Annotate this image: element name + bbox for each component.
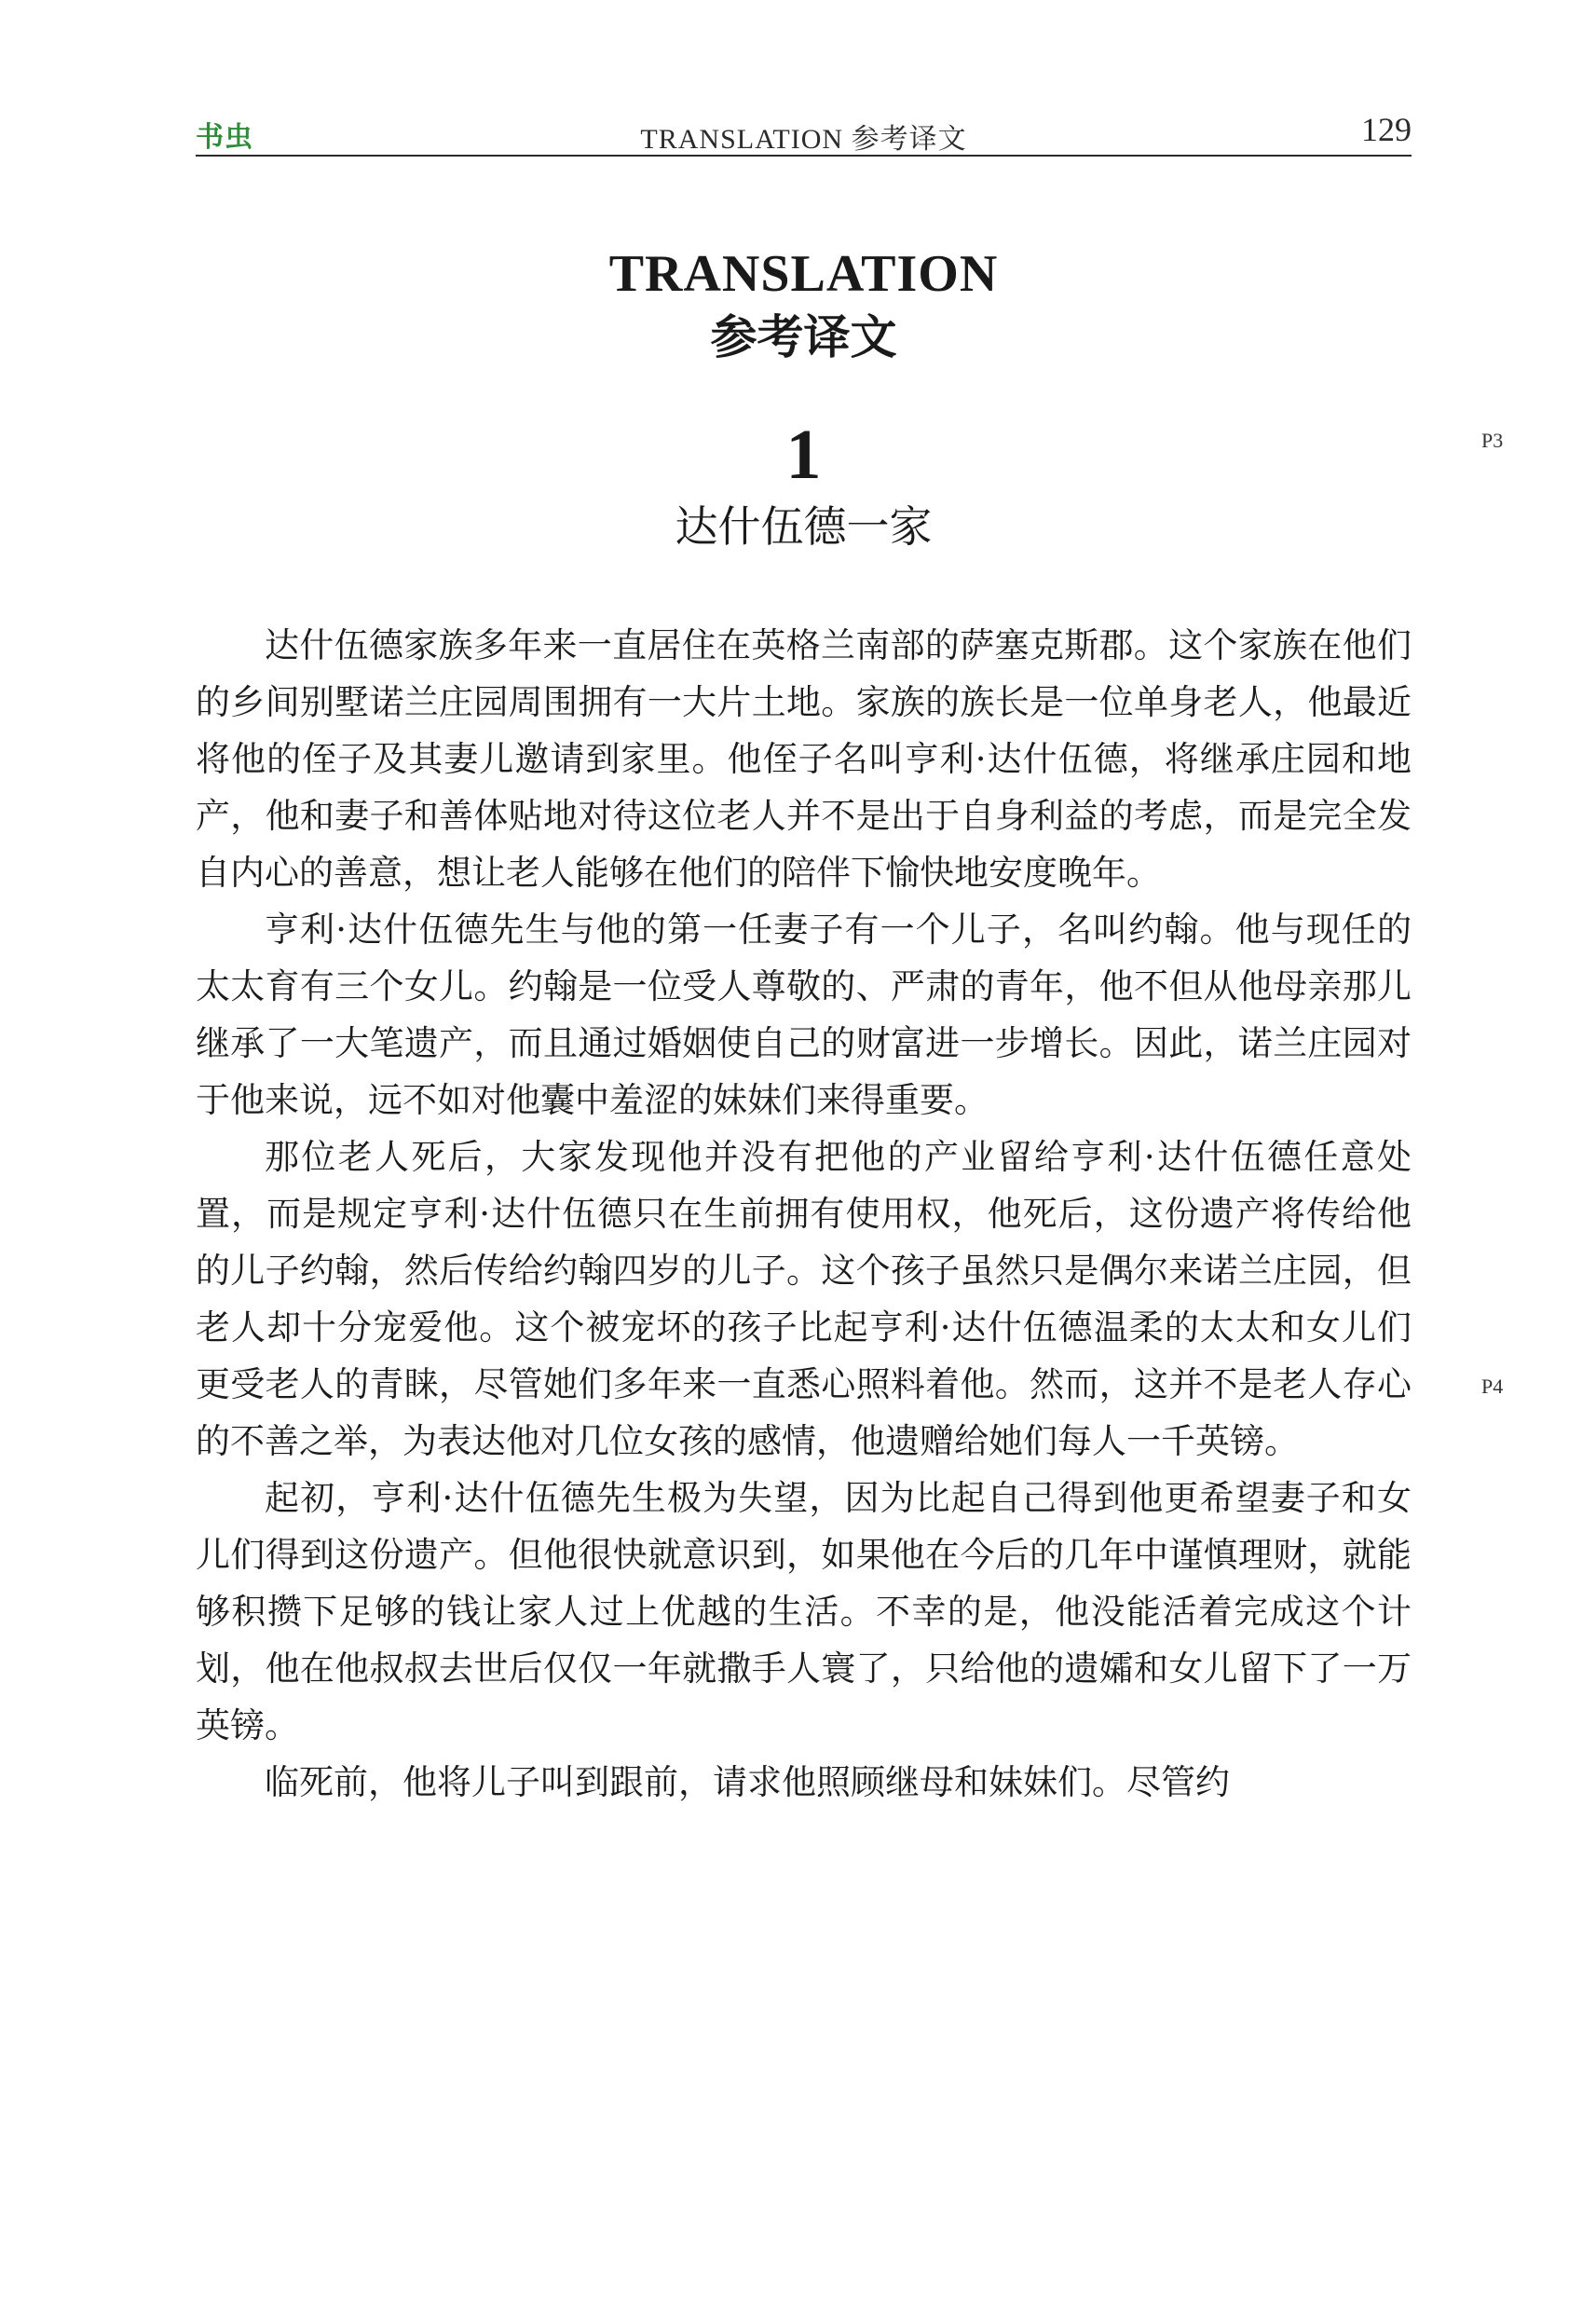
margin-page-ref-p3: P3	[1481, 429, 1504, 452]
section-title	[196, 244, 1412, 371]
chapter-number: 1	[785, 416, 822, 494]
page-number: 129	[1361, 111, 1412, 148]
paragraph: 起初，亨利·达什伍德先生极为失望，因为比起自己得到他更希望妻子和女儿们得到这份遗产。但他很快就意识到，如果他在今后的几年中谨慎理财，就能够积攒下足够的钱让家人过上优越的生活。不幸的是，他没能活着完成这个计划，他在他叔叔去世后仅仅一年就撒手人寰了，只给他的遗孀和女儿留下了一万英镑。	[196, 1478, 1412, 1745]
margin-page-ref-p4: P4	[1481, 1375, 1504, 1398]
paragraph: 达什伍德家族多年来一直居住在英格兰南部的萨塞克斯郡。这个家族在他们的乡间别墅诺兰庄园周围拥有一大片土地。家族的族长是一位单身老人，他最近将他的侄子及其妻儿邀请到家里。他侄子名叫亨利·达什伍德，将继承庄园和地产，他和妻子和善体贴地对待这位老人并不是出于自身利益的考虑，而是完全发自内心的善意，想让老人能够在他们的陪伴下愉快地安度晚年。	[196, 625, 1412, 893]
series-logo: 书虫	[196, 121, 253, 154]
paragraph: 临死前，他将儿子叫到跟前，请求他照顾继母和妹妹们。尽管约	[265, 1762, 1230, 1802]
body-text	[196, 617, 1412, 1811]
paragraph: 那位老人死后，大家发现他并没有把他的产业留给亨利·达什伍德任意处置，而是规定亨利·达什伍德只在生前拥有使用权，他死后，这份遗产将传给他的儿子约翰，然后传给约翰四岁的儿子。这个孩子虽然只是偶尔来诺兰庄园，但老人却十分宠爱他。这个被宠坏的孩子比起亨利·达什伍德温柔的太太和女儿们更受老人的青睐，尽管她们多年来一直悉心照料着他。然而，这并不是老人存心的不善之举，为表达他对几位女孩的感情，他遗赠给她们每人一千英镑。	[196, 1137, 1412, 1461]
chapter-title: 达什伍德一家	[675, 501, 933, 552]
title-english: TRANSLATION	[608, 245, 999, 303]
running-title: TRANSLATION 参考译文	[640, 124, 967, 155]
running-header	[196, 110, 1412, 157]
title-chinese: 参考译文	[710, 310, 897, 364]
paragraph: 亨利·达什伍德先生与他的第一任妻子有一个儿子，名叫约翰。他与现任的太太育有三个女儿。约翰是一位受人尊敬的、严肃的青年，他不但从他母亲那儿继承了一大笔遗产，而且通过婚姻使自己的财富进一步增长。因此，诺兰庄园对于他来说，远不如对他囊中羞涩的妹妹们来得重要。	[196, 910, 1412, 1120]
